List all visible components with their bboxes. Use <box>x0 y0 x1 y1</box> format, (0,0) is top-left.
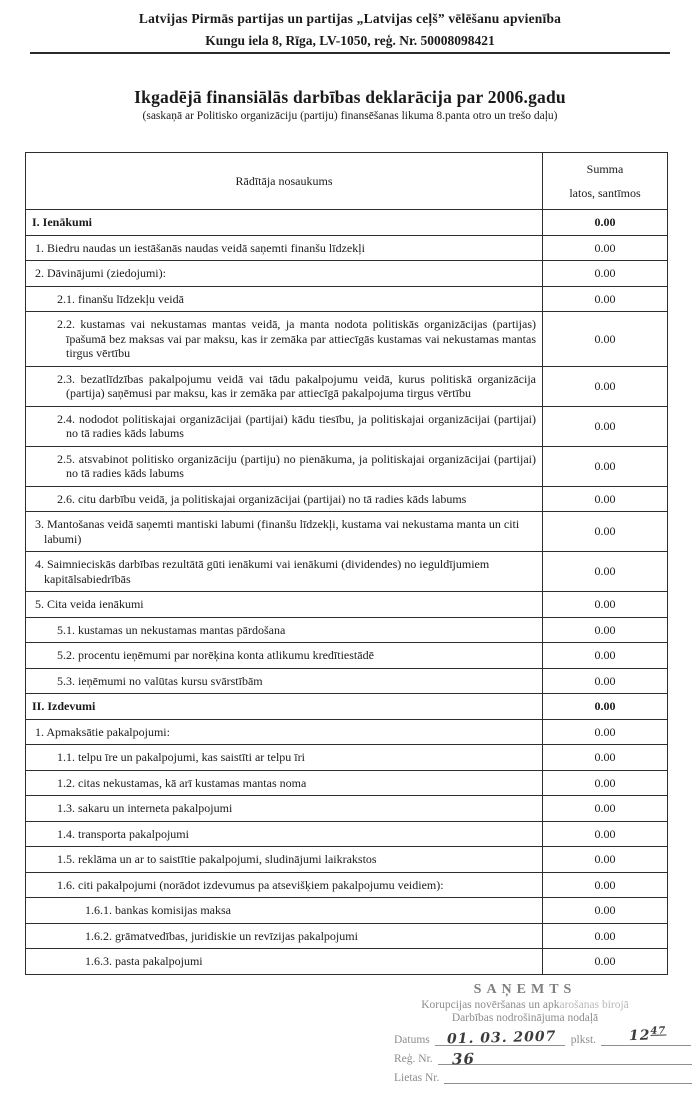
org-address: Kungu iela 8, Rīga, LV-1050, reģ. Nr. 50008098421 <box>205 33 495 48</box>
row-label: 2.5. atsvabinot politisko organizāciju (partiju) no pienākuma, ja politiskajai organizācijai (partijai) no tā radies kāds labums <box>26 446 543 486</box>
row-label: 3. Mantošanas veidā saņemti mantiski labumi (finanšu līdzekļi, kustama vai nekustama manta un citi labumi) <box>26 512 543 552</box>
stamp-datums-label: Datums <box>394 1034 430 1046</box>
row-value: 0.00 <box>543 821 668 847</box>
row-value: 0.00 <box>543 719 668 745</box>
table-row <box>26 770 668 796</box>
stamp-received-text: SAŅEMTS <box>473 982 577 997</box>
stamp-lietas-row <box>358 1069 692 1084</box>
row-value: 0.00 <box>543 210 668 236</box>
org-name: Latvijas Pirmās partijas un partijas „Latvijas ceļš” vēlēšanu apvienība <box>138 11 562 26</box>
row-value: 0.00 <box>543 898 668 924</box>
table-row <box>26 261 668 287</box>
row-label: 2.2. kustamas vai nekustamas mantas veidā, ja manta nodota politiskās organizācijas (partijas) īpašumā bez maksas vai par maksu, kas ir zemāka par attiecīgās kustamas vai nekustamas mantas tirgus vērtību <box>26 312 543 367</box>
table-row <box>26 694 668 720</box>
row-value: 0.00 <box>543 923 668 949</box>
row-label: 2.3. bezatlīdzības pakalpojumu veidā vai tādu pakalpojumu veidā, kurus politiskā organizācija (partija) saņēmusi par maksu, kas ir zemāka par attiecīgā pakalpojuma tirgus vērtību <box>26 366 543 406</box>
table-row <box>26 312 668 367</box>
document-header <box>0 0 700 54</box>
row-label: I. Ienākumi <box>26 210 543 236</box>
row-value: 0.00 <box>543 770 668 796</box>
row-label: 2.4. nododot politiskajai organizācijai (partijai) kādu tiesību, ja politiskajai organizācijai (partijai) no tā radies kāds labums <box>26 406 543 446</box>
row-value: 0.00 <box>543 694 668 720</box>
row-value: 0.00 <box>543 796 668 822</box>
table-row <box>26 821 668 847</box>
table-row <box>26 847 668 873</box>
sum-header-line1: Summa <box>586 162 624 176</box>
row-value: 0.00 <box>543 872 668 898</box>
table-row <box>26 898 668 924</box>
row-label: 1.3. sakaru un interneta pakalpojumi <box>26 796 543 822</box>
row-label: 4. Saimnieciskās darbības rezultātā gūti ienākumi vai ienākumi (dividendes) no ieguldījumiem kapitālsabiedrībās <box>26 552 543 592</box>
row-label: 5. Cita veida ienākumi <box>26 592 543 618</box>
table-body <box>26 210 668 975</box>
table-row <box>26 406 668 446</box>
row-value: 0.00 <box>543 745 668 771</box>
row-label: 2.1. finanšu līdzekļu veidā <box>26 286 543 312</box>
table-row <box>26 745 668 771</box>
stamp-office-main: Korupcijas novēršanas un apk <box>421 999 560 1011</box>
row-label: 5.2. procentu ieņēmumi par norēķina konta atlikumu kredītiestādē <box>26 643 543 669</box>
sum-header-line2: latos, santīmos <box>569 185 641 200</box>
table-row <box>26 617 668 643</box>
handwritten-time-minutes: 47 <box>650 1025 667 1038</box>
stamp-plkst-label: plkst. <box>570 1034 597 1046</box>
row-value: 0.00 <box>543 366 668 406</box>
stamp-time-line <box>601 1025 691 1046</box>
table-row <box>26 668 668 694</box>
table-row <box>26 796 668 822</box>
row-label: 1. Apmaksātie pakalpojumi: <box>26 719 543 745</box>
table-row <box>26 719 668 745</box>
row-label: 1.5. reklāma un ar to saistītie pakalpojumi, sludinājumi laikrakstos <box>26 847 543 873</box>
declaration-title: Ikgadējā finansiālās darbības deklarācija par 2006.gadu <box>134 87 566 107</box>
row-value: 0.00 <box>543 446 668 486</box>
table-row <box>26 366 668 406</box>
table-header-row <box>26 153 668 210</box>
handwritten-reg-number: 36 <box>451 1049 475 1069</box>
stamp-office-faded: arošanas birojā <box>559 999 629 1011</box>
row-label: 5.1. kustamas un nekustamas mantas pārdošana <box>26 617 543 643</box>
header-rule <box>30 52 670 54</box>
row-label: 2.6. citu darbību veidā, ja politiskajai organizācijai (partijai) no tā radies kāds labums <box>26 486 543 512</box>
table-row <box>26 592 668 618</box>
table-row <box>26 552 668 592</box>
table-row <box>26 923 668 949</box>
row-label: 1.6.2. grāmatvedības, juridiskie un revīzijas pakalpojumi <box>26 923 543 949</box>
handwritten-date: 01. 03. 2007 <box>446 1028 557 1048</box>
table-row <box>26 210 668 236</box>
row-value: 0.00 <box>543 668 668 694</box>
row-value: 0.00 <box>543 286 668 312</box>
stamp-date-line <box>435 1028 565 1048</box>
stamp-lietas-label: Lietas Nr. <box>394 1072 440 1084</box>
stamp-date-row <box>358 1025 692 1048</box>
handwritten-time: $12^{47}$ <box>628 1025 667 1045</box>
name-column-header: Rādītāja nosaukums <box>26 153 543 210</box>
receipt-stamp <box>358 982 692 1084</box>
stamp-reg-row <box>358 1049 692 1069</box>
row-value: 0.00 <box>543 552 668 592</box>
row-label: 1.4. transporta pakalpojumi <box>26 821 543 847</box>
table-row <box>26 486 668 512</box>
table-row <box>26 949 668 975</box>
row-value: 0.00 <box>543 643 668 669</box>
row-label: 1. Biedru naudas un iestāšanās naudas veidā saņemti finanšu līdzekļi <box>26 235 543 261</box>
row-value: 0.00 <box>543 617 668 643</box>
stamp-department-text: Darbības nodrošinājuma nodaļā <box>451 1012 599 1024</box>
row-value: 0.00 <box>543 235 668 261</box>
row-value: 0.00 <box>543 486 668 512</box>
sum-column-header <box>543 153 668 210</box>
row-value: 0.00 <box>543 512 668 552</box>
table-row <box>26 446 668 486</box>
row-label: 1.6.1. bankas komisijas maksa <box>26 898 543 924</box>
row-label: 1.2. citas nekustamas, kā arī kustamas mantas noma <box>26 770 543 796</box>
table-row <box>26 872 668 898</box>
table-row <box>26 643 668 669</box>
row-value: 0.00 <box>543 949 668 975</box>
table-row <box>26 235 668 261</box>
row-value: 0.00 <box>543 261 668 287</box>
declaration-table <box>25 152 668 975</box>
stamp-lietas-line <box>444 1069 692 1084</box>
declaration-subtitle: (saskaņā ar Politisko organizāciju (partiju) finansēšanas likuma 8.panta otro un trešo daļu) <box>142 110 558 122</box>
title-block <box>0 87 700 122</box>
row-label: 1.6.3. pasta pakalpojumi <box>26 949 543 975</box>
row-value: 0.00 <box>543 312 668 367</box>
table-row <box>26 512 668 552</box>
stamp-reg-label: Reģ. Nr. <box>394 1053 433 1065</box>
row-label: II. Izdevumi <box>26 694 543 720</box>
row-value: 0.00 <box>543 847 668 873</box>
stamp-reg-line <box>438 1049 692 1069</box>
row-value: 0.00 <box>543 406 668 446</box>
table-row <box>26 286 668 312</box>
row-value: 0.00 <box>543 592 668 618</box>
stamp-office-text <box>358 999 692 1011</box>
row-label: 2. Dāvinājumi (ziedojumi): <box>26 261 543 287</box>
row-label: 5.3. ieņēmumi no valūtas kursu svārstībām <box>26 668 543 694</box>
row-label: 1.6. citi pakalpojumi (norādot izdevumus pa atsevišķiem pakalpojumu veidiem): <box>26 872 543 898</box>
row-label: 1.1. telpu īre un pakalpojumi, kas saistīti ar telpu īri <box>26 745 543 771</box>
